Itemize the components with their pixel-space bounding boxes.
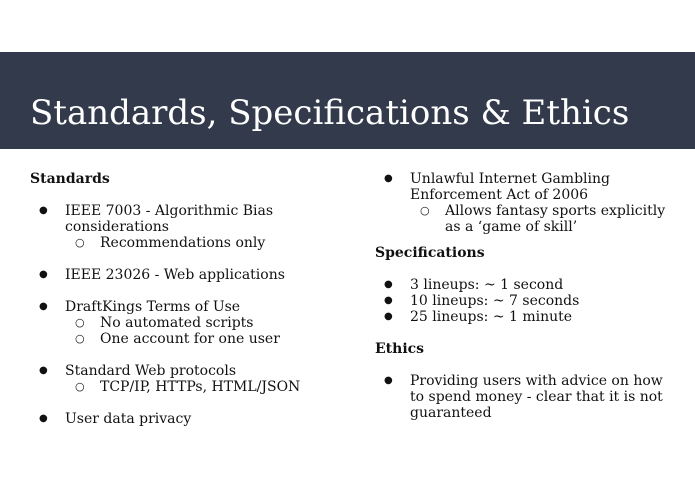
list-item-text: Standard Web protocols — [65, 363, 237, 379]
specifications-heading: Specifications — [375, 245, 485, 261]
specifications-list — [375, 277, 675, 325]
sub-list-item: ○ One account for one user — [65, 331, 350, 347]
list-item-text: Unlawful Internet Gambling Enforcement Act of 2006 — [410, 171, 610, 203]
sub-list-item: ○ TCP/IP, HTTPs, HTML/JSON — [65, 379, 350, 395]
list-item: ● Providing users with advice on how to spend money - clear that it is not guaranteed — [375, 373, 675, 421]
list-item: ● 3 lineups: ~ 1 second — [375, 277, 675, 293]
ethics-list — [375, 373, 675, 421]
law-list — [375, 171, 675, 235]
list-item: ● 10 lineups: ~ 7 seconds — [375, 293, 675, 309]
sub-list-item: ○ Allows fantasy sports explicitly as a ‘game of skill’ — [410, 203, 675, 235]
left-column — [30, 171, 350, 427]
standards-heading: Standards — [30, 171, 110, 187]
ethics-heading: Ethics — [375, 341, 425, 357]
standards-list — [30, 203, 350, 427]
sub-list-item: ○ No automated scripts — [65, 315, 350, 331]
sub-list-item: ○ Recommendations only — [65, 235, 350, 251]
list-item — [30, 363, 350, 395]
list-item — [30, 299, 350, 347]
list-item: ● IEEE 23026 - Web applications — [30, 267, 350, 283]
list-item — [375, 171, 675, 235]
list-item — [30, 203, 350, 251]
slide-title: Standards, Specifications & Ethics — [30, 93, 630, 133]
list-item-text: DraftKings Terms of Use — [65, 299, 241, 315]
list-item: ● User data privacy — [30, 411, 350, 427]
list-item: ● 25 lineups: ~ 1 minute — [375, 309, 675, 325]
list-item-text: IEEE 7003 - Algorithmic Bias considerations — [65, 203, 274, 235]
right-column — [375, 171, 675, 421]
